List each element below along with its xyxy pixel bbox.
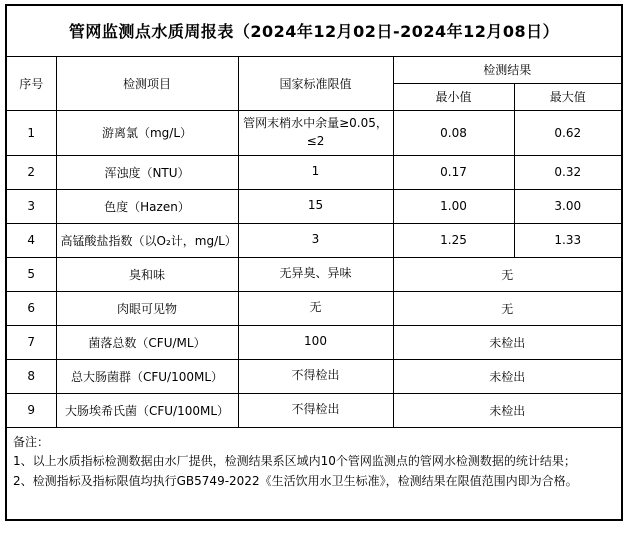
row-index: 4 bbox=[6, 223, 56, 257]
table-row bbox=[6, 110, 622, 155]
row-index: 2 bbox=[6, 155, 56, 189]
row-item: 游离氯（mg/L） bbox=[56, 110, 238, 155]
row-limit: 3 bbox=[238, 223, 393, 257]
row-min: 1.00 bbox=[393, 189, 514, 223]
row-limit: 管网末梢水中余量≥0.05，≤2 bbox=[238, 110, 393, 155]
row-max: 3.00 bbox=[514, 189, 622, 223]
row-limit: 不得检出 bbox=[238, 393, 393, 427]
table-body bbox=[6, 110, 622, 427]
table-row bbox=[6, 223, 622, 257]
row-index: 3 bbox=[6, 189, 56, 223]
notes-row bbox=[6, 427, 622, 520]
table-row bbox=[6, 393, 622, 427]
row-index: 6 bbox=[6, 291, 56, 325]
row-item: 高锰酸盐指数（以O₂计，mg/L） bbox=[56, 223, 238, 257]
row-result: 无 bbox=[393, 291, 622, 325]
row-item: 浑浊度（NTU） bbox=[56, 155, 238, 189]
row-max: 0.32 bbox=[514, 155, 622, 189]
row-result: 未检出 bbox=[393, 359, 622, 393]
table-row bbox=[6, 257, 622, 291]
row-item: 菌落总数（CFU/ML） bbox=[56, 325, 238, 359]
row-result: 无 bbox=[393, 257, 622, 291]
row-max: 0.62 bbox=[514, 110, 622, 155]
table-row bbox=[6, 155, 622, 189]
water-quality-report-table bbox=[5, 4, 623, 521]
header-item: 检测项目 bbox=[56, 56, 238, 110]
row-limit: 无 bbox=[238, 291, 393, 325]
row-limit: 1 bbox=[238, 155, 393, 189]
note-line-2: 2、检测指标及指标限值均执行GB5749-2022《生活饮用水卫生标准》，检测结果在限值范围内即为合格。 bbox=[13, 474, 578, 489]
header-result: 检测结果 bbox=[393, 56, 622, 83]
table-header bbox=[6, 5, 622, 110]
row-item: 总大肠菌群（CFU/100ML） bbox=[56, 359, 238, 393]
table-row bbox=[6, 359, 622, 393]
notes-cell bbox=[6, 427, 622, 520]
row-limit: 15 bbox=[238, 189, 393, 223]
row-index: 5 bbox=[6, 257, 56, 291]
note-line-1: 1、以上水质指标检测数据由水厂提供，检测结果系区域内10个管网监测点的管网水检测数据的统计结果； bbox=[13, 454, 576, 469]
notes-label: 备注： bbox=[13, 434, 50, 449]
title-row bbox=[6, 5, 622, 56]
row-item: 臭和味 bbox=[56, 257, 238, 291]
header-limit: 国家标准限值 bbox=[238, 56, 393, 110]
table-row bbox=[6, 189, 622, 223]
row-item: 色度（Hazen） bbox=[56, 189, 238, 223]
row-limit: 不得检出 bbox=[238, 359, 393, 393]
row-item: 肉眼可见物 bbox=[56, 291, 238, 325]
row-min: 1.25 bbox=[393, 223, 514, 257]
header-max: 最大值 bbox=[514, 83, 622, 110]
page-title: 管网监测点水质周报表（2024年12月02日-2024年12月08日） bbox=[6, 5, 622, 56]
row-result: 未检出 bbox=[393, 393, 622, 427]
row-item: 大肠埃希氏菌（CFU/100ML） bbox=[56, 393, 238, 427]
header-min: 最小值 bbox=[393, 83, 514, 110]
table-footer bbox=[6, 427, 622, 520]
row-index: 9 bbox=[6, 393, 56, 427]
row-min: 0.08 bbox=[393, 110, 514, 155]
row-index: 1 bbox=[6, 110, 56, 155]
header-row-top bbox=[6, 56, 622, 83]
row-index: 7 bbox=[6, 325, 56, 359]
row-min: 0.17 bbox=[393, 155, 514, 189]
table-row bbox=[6, 291, 622, 325]
table-row bbox=[6, 325, 622, 359]
row-max: 1.33 bbox=[514, 223, 622, 257]
row-limit: 无异臭、异味 bbox=[238, 257, 393, 291]
row-limit: 100 bbox=[238, 325, 393, 359]
row-result: 未检出 bbox=[393, 325, 622, 359]
header-index: 序号 bbox=[6, 56, 56, 110]
row-index: 8 bbox=[6, 359, 56, 393]
